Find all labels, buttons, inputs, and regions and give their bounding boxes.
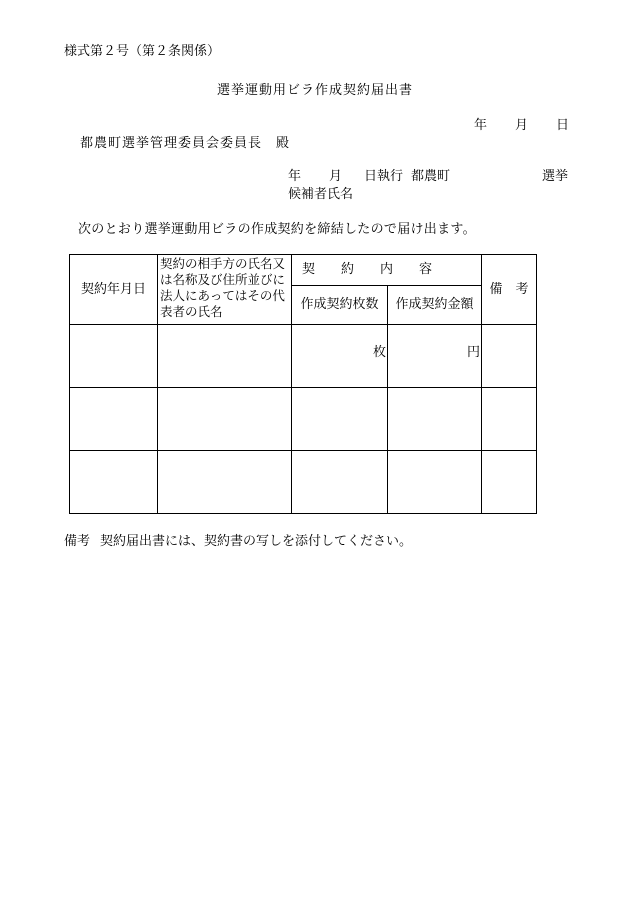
- header-contract-party: 契約の相手方の氏名又は名称及び住所並びに法人にあってはその代表者の氏名: [158, 255, 292, 325]
- election-suffix: 選挙: [542, 169, 569, 184]
- cell-notes[interactable]: [482, 451, 537, 514]
- cell-amount[interactable]: [388, 451, 482, 514]
- election-execution-line: [288, 170, 450, 183]
- cell-date[interactable]: [70, 451, 158, 514]
- header-sheet-count: 作成契約枚数: [292, 286, 388, 325]
- exec-year-label: 年: [288, 169, 302, 184]
- cell-party[interactable]: [158, 325, 292, 388]
- cell-amount[interactable]: [388, 388, 482, 451]
- cell-date[interactable]: [70, 388, 158, 451]
- exec-month-label: 月: [329, 169, 343, 184]
- candidate-name-label: 候補者氏名: [288, 187, 354, 202]
- statement-text: 次のとおり選挙運動用ビラの作成契約を締結したので届け出ます。: [78, 222, 476, 237]
- cell-party[interactable]: [158, 388, 292, 451]
- header-contract-amount: 作成契約金額: [388, 286, 482, 325]
- header-contract-contents: [292, 255, 482, 286]
- contracts-table: [69, 254, 537, 514]
- table-row: [70, 451, 537, 514]
- date-year-label: 年: [474, 118, 488, 133]
- date-day-label: 日: [556, 118, 570, 133]
- exec-day-label: 日執行: [364, 169, 404, 184]
- document-title: 選挙運動用ビラ作成契約届出書: [216, 83, 413, 98]
- town-name: 都農町: [411, 169, 451, 184]
- form-number: 様式第２号（第２条関係）: [64, 44, 221, 59]
- addressee: 都農町選挙管理委員会委員長 殿: [80, 136, 291, 151]
- remarks-label: 備考: [64, 534, 91, 549]
- table-row: [70, 325, 537, 388]
- cell-notes[interactable]: [482, 388, 537, 451]
- date-month-label: 月: [515, 118, 529, 133]
- submission-date: [474, 119, 569, 132]
- cell-sheet-count[interactable]: [292, 325, 388, 388]
- cell-notes[interactable]: [482, 325, 537, 388]
- remarks: [64, 535, 412, 548]
- cell-sheet-count[interactable]: [292, 451, 388, 514]
- cell-sheet-count[interactable]: [292, 388, 388, 451]
- remarks-text: 契約届出書には、契約書の写しを添付してください。: [100, 534, 413, 549]
- contents-label: 契 約 内 容: [302, 262, 433, 277]
- table-row: [70, 388, 537, 451]
- cell-party[interactable]: [158, 451, 292, 514]
- unit-sheets: 枚: [372, 345, 386, 360]
- cell-amount[interactable]: [388, 325, 482, 388]
- header-notes: 備 考: [482, 255, 537, 325]
- header-contract-date: 契約年月日: [70, 255, 158, 325]
- cell-date[interactable]: [70, 325, 158, 388]
- unit-yen: 円: [467, 345, 481, 360]
